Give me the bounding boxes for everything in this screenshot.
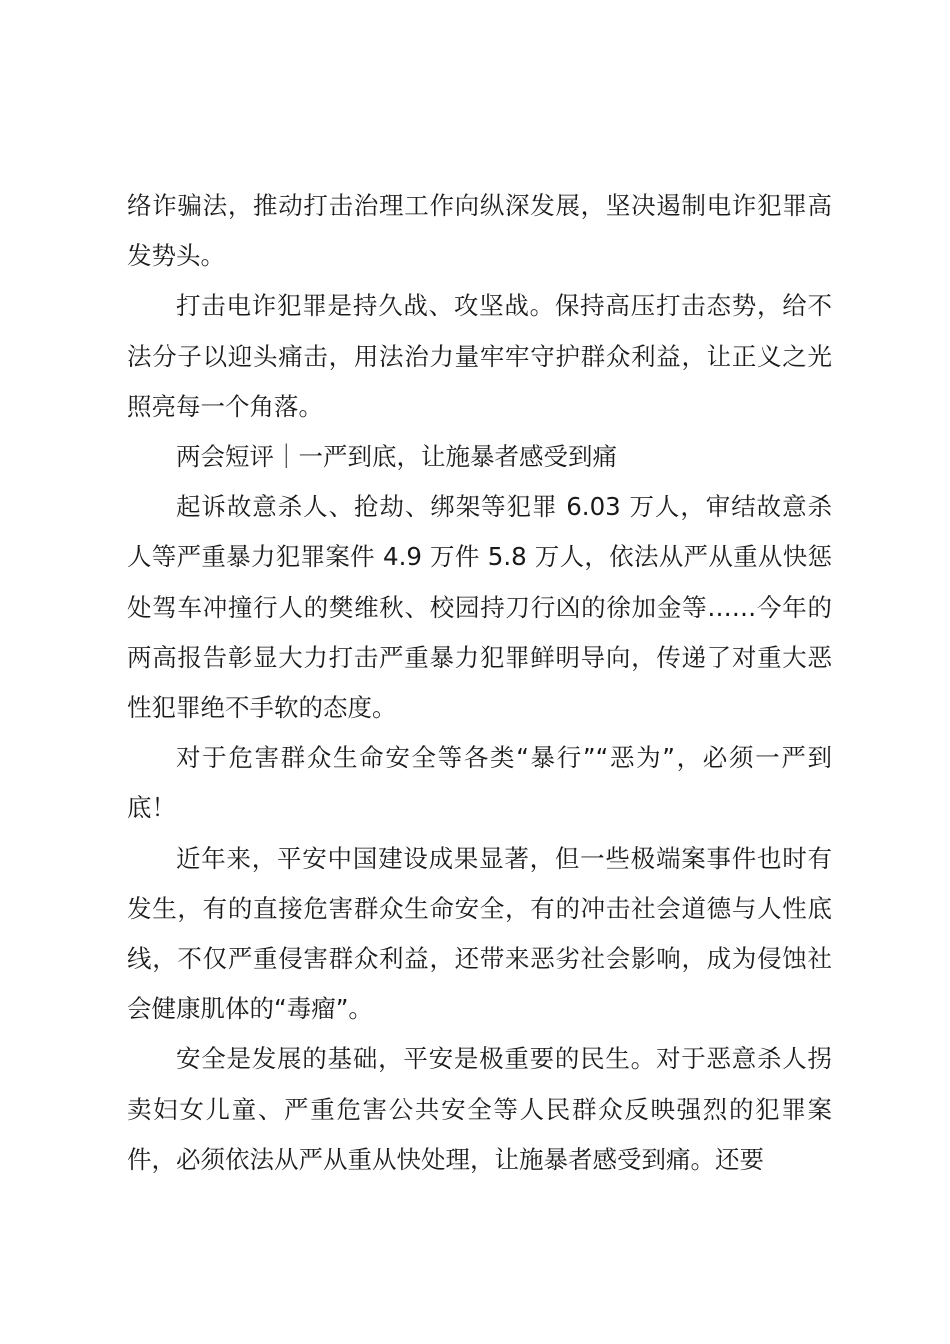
paragraph-continuation: 络诈骗法，推动打击治理工作向纵深发展，坚决遏制电诈犯罪高发势头。	[127, 191, 832, 271]
paragraph-safety-foundation: 安全是发展的基础，平安是极重要的民生。对于恶意杀人拐卖妇女儿童、严重危害公共安全等人民群众反映强烈的犯罪案件，必须依法从严从重从快处理，让施暴者感受到痛。还要	[127, 1044, 832, 1174]
body-text	[127, 181, 832, 1185]
paragraph-strict-stance: 对于危害群众生命安全等各类“暴行”“恶为”，必须一严到底！	[127, 743, 832, 823]
paragraph-prosecution-stats: 起诉故意杀人、抢劫、绑架等犯罪 6.03 万人，审结故意杀人等严重暴力犯罪案件 4.9 万件 5.8 万人，依法从严从重从快惩处驾车冲撞行人的樊维秋、校园持刀行凶的徐加金等……今年的两高报告彰显大力打击严重暴力犯罪鲜明导向，传递了对重大恶性犯罪绝不手软的态度。	[127, 492, 832, 723]
paragraph-recent-years: 近年来，平安中国建设成果显著，但一些极端案事件也时有发生，有的直接危害群众生命安全，有的冲击社会道德与人性底线，不仅严重侵害群众利益，还带来恶劣社会影响，成为侵蚀社会健康肌体的“毒瘤”。	[127, 843, 832, 1024]
section-heading: 两会短评｜一严到底，让施暴者感受到痛	[176, 442, 617, 472]
paragraph-fraud-crackdown: 打击电诈犯罪是持久战、攻坚战。保持高压打击态势，给不法分子以迎头痛击，用法治力量牢牢守护群众利益，让正义之光照亮每一个角落。	[127, 291, 832, 421]
